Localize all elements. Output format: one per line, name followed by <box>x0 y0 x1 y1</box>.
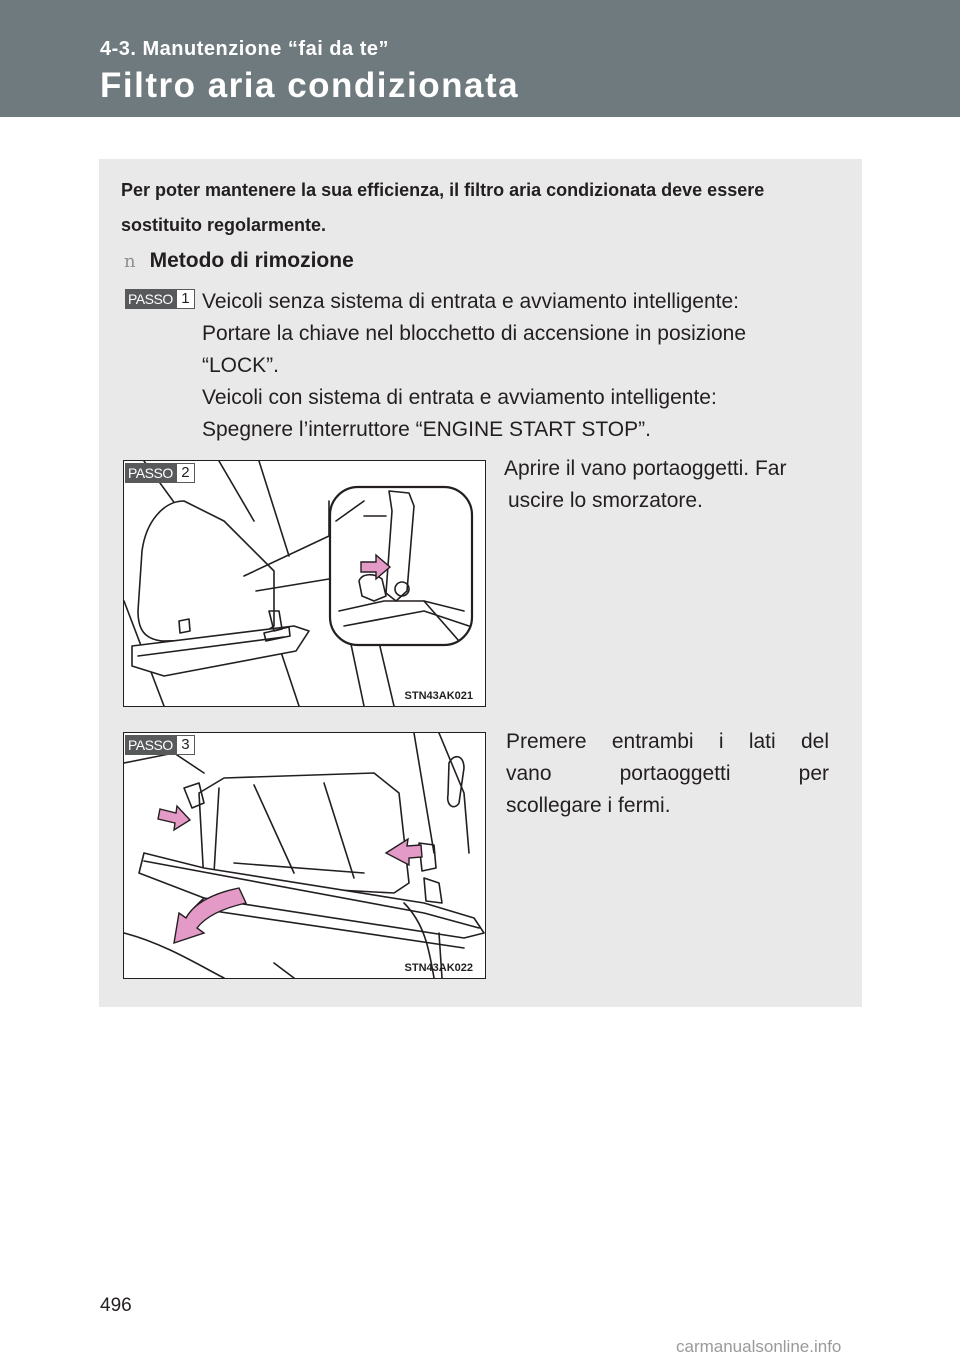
step-2-badge <box>125 463 195 483</box>
intro-text: Per poter mantenere la sua efficienza, il filtro aria condizionata deve essere sostituito regolarmente. <box>121 180 765 235</box>
step-label: PASSO <box>125 289 176 309</box>
figure-code: STN43AK022 <box>404 962 473 974</box>
section-heading: 4-3. Manutenzione “fai da te” <box>100 38 389 60</box>
bullet-icon: n <box>124 251 136 272</box>
glovebox-damper-illustration <box>124 461 485 706</box>
page-title: Filtro aria condizionata <box>100 66 520 105</box>
watermark: carmanualsonline.info <box>676 1337 842 1356</box>
step-1-line: Spegnere l’interruttore “ENGINE START STOP”. <box>202 418 651 441</box>
subsection-heading <box>124 249 354 273</box>
page-header <box>0 0 960 117</box>
step-number: 3 <box>176 735 195 755</box>
step-3-line: vano portaoggetti per <box>506 762 829 785</box>
step-3-line: scollegare i fermi. <box>506 794 671 817</box>
glovebox-release-illustration <box>124 733 485 978</box>
step-number: 2 <box>176 463 195 483</box>
step-label: PASSO <box>125 463 176 483</box>
step-1-text <box>202 286 832 446</box>
content-box <box>99 159 862 1007</box>
step-1-badge <box>125 289 195 309</box>
figure-code: STN43AK021 <box>404 690 473 702</box>
step-2-figure <box>123 460 486 707</box>
step-1-line: Veicoli senza sistema di entrata e avviamento intelligente: <box>202 290 739 313</box>
step-3-badge <box>125 735 195 755</box>
step-3-text <box>506 726 829 822</box>
step-3-line: Premere entrambi i lati del <box>506 730 829 753</box>
step-1-line: Veicoli con sistema di entrata e avviamento intelligente: <box>202 386 717 409</box>
page-number: 496 <box>100 1295 132 1316</box>
step-3-figure <box>123 732 486 979</box>
step-1-line: “LOCK”. <box>202 354 280 377</box>
step-2-line: uscire lo smorzatore. <box>508 489 703 512</box>
subsection-title: Metodo di rimozione <box>149 249 354 272</box>
step-2-line: Aprire il vano portaoggetti. Far <box>504 457 787 480</box>
step-2-text <box>504 453 829 517</box>
step-number: 1 <box>176 289 195 309</box>
step-label: PASSO <box>125 735 176 755</box>
step-1-line: Portare la chiave nel blocchetto di accensione in posizione <box>202 322 747 345</box>
